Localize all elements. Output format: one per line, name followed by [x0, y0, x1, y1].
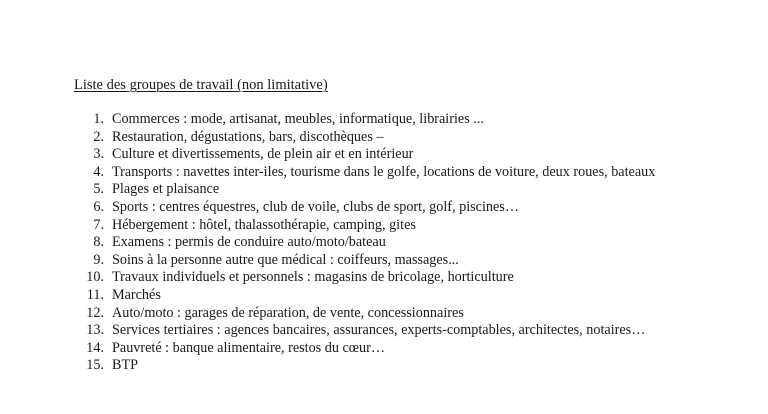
- item-text: Sports : centres équestres, club de voile, clubs de sport, golf, piscines…: [112, 198, 520, 215]
- item-number: 8.: [93, 234, 104, 251]
- list-item: [0, 217, 768, 235]
- list-item: [0, 305, 768, 323]
- item-text: BTP: [112, 357, 139, 374]
- list-item: [0, 164, 768, 182]
- list-item: [0, 234, 768, 252]
- item-text: Transports : navettes inter-iles, tourisme dans le golfe, locations de voiture, deux roues, bateaux: [112, 163, 656, 180]
- list-item: [0, 181, 768, 199]
- item-number: 10.: [86, 269, 104, 286]
- item-number: 6.: [93, 198, 104, 215]
- list-item: [0, 322, 768, 340]
- list-item: [0, 252, 768, 270]
- item-text: Restauration, dégustations, bars, discothèques –: [112, 128, 384, 145]
- list-item: [0, 146, 768, 164]
- item-number: 1.: [93, 111, 104, 127]
- item-number: 7.: [93, 216, 104, 233]
- list-item: [0, 111, 768, 129]
- list-item: [0, 287, 768, 305]
- working-groups-list: [0, 111, 768, 375]
- list-item: [0, 269, 768, 287]
- item-text: Pauvreté : banque alimentaire, restos du cœur…: [112, 339, 386, 356]
- list-heading: Liste des groupes de travail (non limitative): [74, 77, 328, 93]
- item-number: 11.: [86, 286, 104, 303]
- item-text: Soins à la personne autre que médical : coiffeurs, massages...: [112, 251, 459, 268]
- item-text: Examens : permis de conduire auto/moto/bateau: [112, 234, 386, 251]
- list-item: [0, 340, 768, 358]
- item-number: 14.: [86, 339, 104, 356]
- item-number: 15.: [86, 357, 104, 374]
- item-number: 3.: [93, 146, 104, 163]
- item-text: Services tertiaires : agences bancaires, assurances, experts-comptables, architectes, notaires…: [112, 322, 646, 339]
- list-item: [0, 357, 768, 375]
- item-text: Plages et plaisance: [112, 181, 220, 198]
- item-number: 9.: [93, 251, 104, 268]
- item-text: Travaux individuels et personnels : magasins de bricolage, horticulture: [112, 269, 514, 286]
- item-text: Auto/moto : garages de réparation, de vente, concessionnaires: [112, 304, 464, 321]
- item-number: 2.: [93, 128, 104, 145]
- item-text: Culture et divertissements, de plein air et en intérieur: [112, 146, 414, 163]
- item-text: Commerces : mode, artisanat, meubles, informatique, librairies ...: [112, 111, 484, 127]
- list-item: [0, 129, 768, 147]
- item-number: 13.: [86, 322, 104, 339]
- item-text: Hébergement : hôtel, thalassothérapie, camping, gites: [112, 216, 416, 233]
- item-number: 12.: [86, 304, 104, 321]
- item-number: 5.: [93, 181, 104, 198]
- list-item: [0, 199, 768, 217]
- item-number: 4.: [93, 163, 104, 180]
- item-text: Marchés: [112, 286, 161, 303]
